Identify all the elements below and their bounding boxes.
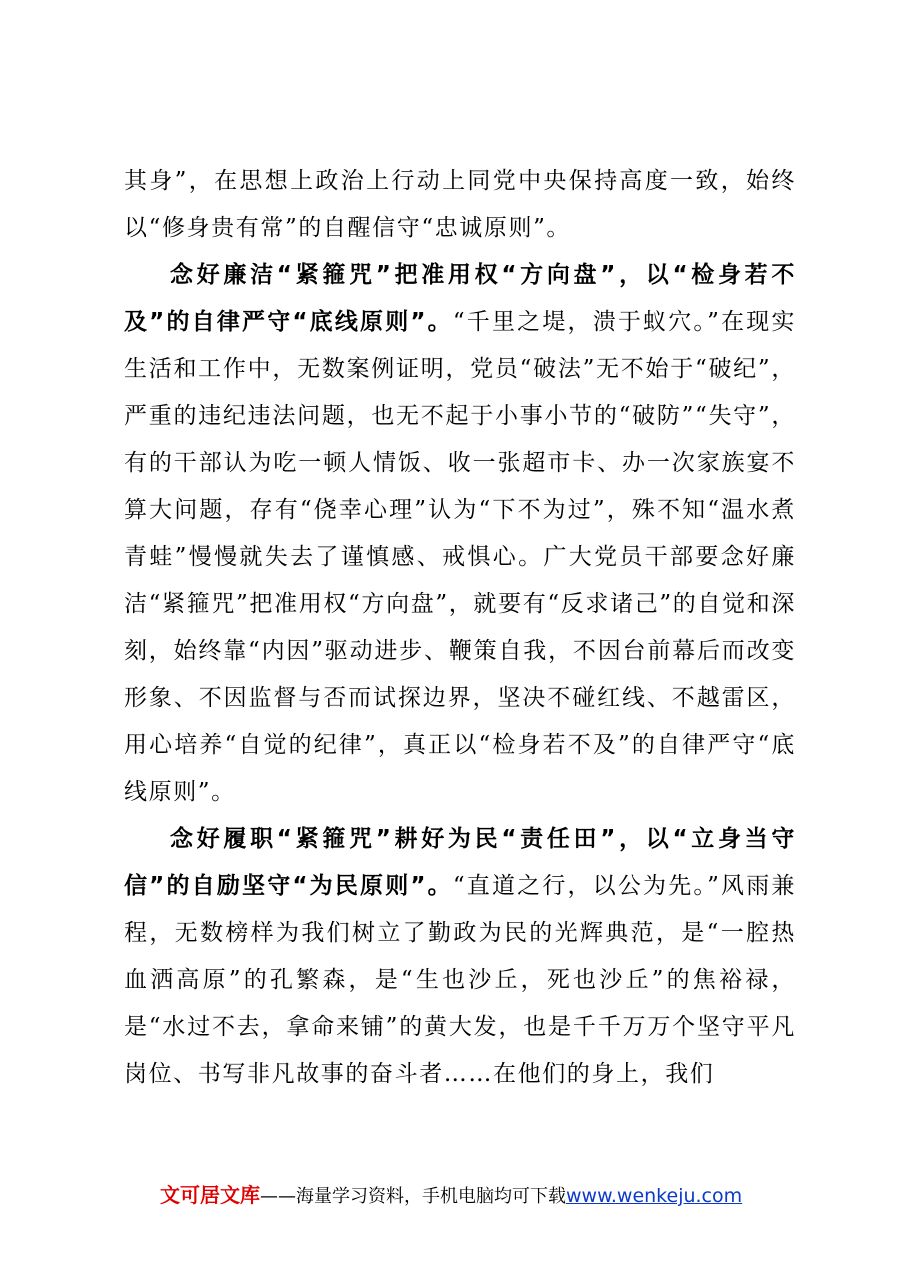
- paragraph-2-lead: 念好廉洁“紧箍咒”把准用权“方向盘”，以“检身若不及”的自律严守“底线原则”。: [124, 262, 796, 335]
- footer-tagline: ——海量学习资料，手机电脑均可下载: [260, 1186, 566, 1207]
- paragraph-1-text: 其身”，在思想上政治上行动上同党中央保持高度一致，始终以“修身贵有常”的自醒信守“忠诚原则”。: [124, 168, 796, 241]
- paragraph-2-text: “千里之堤，溃于蚁穴。”在现实生活和工作中，无数案例证明，党员“破法”无不始于“破纪”，严重的违纪违法问题，也无不起于小事小节的“破防”“失守”，有的干部认为吃一顿人情饭、收一张超市卡、办一次家族宴不算大问题，存有“侥幸心理”认为“下不为过”，殊不知“温水煮青蛙”慢慢就失去了谨慎感、戒惧心。广大党员干部要念好廉洁“紧箍咒”把准用权“方向盘”，就要有“反求诸己”的自觉和深刻，始终靠“内因”驱动进步、鞭策自我，不因台前幕后而改变形象、不因监督与否而试探边界，坚决不碰红线、不越雷区，用心培养“自觉的纪律”，真正以“检身若不及”的自律严守“底线原则”。: [124, 309, 796, 805]
- paragraph-3-text: “直道之行，以公为先。”风雨兼程，无数榜样为我们树立了勤政为民的光辉典范，是“一腔热血洒高原”的孔繁森，是“生也沙丘，死也沙丘”的焦裕禄，是“水过不去，拿命来铺”的黄大发，也是千千万万个坚守平凡岗位、书写非凡故事的奋斗者……在他们的身上，我们: [124, 873, 796, 1087]
- paragraph-1: [124, 158, 796, 252]
- paragraph-2: [124, 252, 796, 816]
- footer-brand: 文可居文库: [160, 1183, 260, 1207]
- paragraph-3: [124, 816, 796, 1098]
- page-footer: [160, 1180, 780, 1212]
- footer-url-link[interactable]: www.wenkeju.com: [566, 1185, 743, 1207]
- document-body: [124, 158, 796, 1098]
- paragraph-3-lead: 念好履职“紧箍咒”耕好为民“责任田”，以“立身当守信”的自励坚守“为民原则”。: [124, 826, 796, 899]
